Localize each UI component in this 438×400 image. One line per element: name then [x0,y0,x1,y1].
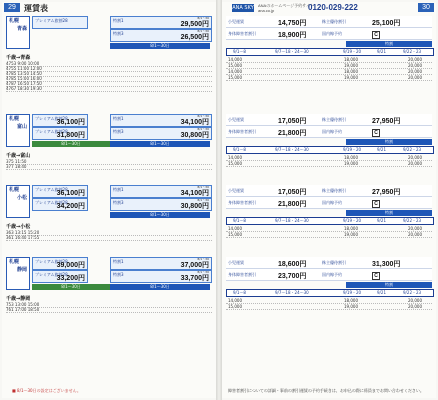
fare-name: 特割1 [113,18,124,23]
fare-box [110,185,212,198]
fare-dates: 8/1〜30 [197,114,209,118]
fare-box [32,198,88,211]
fare-row [226,269,432,281]
fare-price: 27,950円 [372,189,401,196]
route-from: 札幌 [9,259,20,265]
table-title: 千歳→富山 [6,153,31,159]
footnote: 障害者割引についての詳細・事前の割引運賃の予約手続きは、お申込の際に係員までお問い合わせください。 [228,388,424,393]
fare-name: 身体障害者割引 [228,31,256,36]
fare-name: プレミアム旅割28 [35,129,68,134]
fare-price: 14,750円 [278,20,307,27]
table-row: 361 16:40 17:55 [6,235,212,241]
table-row: 4787 16:50 17:50 [6,81,212,87]
table-row: 363 13:15 15:20 [6,230,212,236]
fare-name: 株主優待割引 [322,117,346,122]
table-row: 15,000 19,000 20,000 [226,304,432,310]
route-from: 札幌 [9,187,20,193]
fare-note: 国内線予約 [322,200,342,205]
route-section [6,257,212,324]
date-bar: 8/1〜30日 [110,212,210,218]
fare-price: 18,900円 [278,32,307,39]
table-row: 4767 18:30 19:30 [6,86,212,92]
table-row: 15,000 19,000 20,000 [226,161,432,167]
fare-price: 33,200円 [56,275,85,282]
table-title: 千歳→小松 [6,224,31,230]
fare-name: 特割3 [113,272,124,277]
fare-name: 株主優待割引 [322,188,346,193]
fare-name: プレミアム旅割28 [35,116,68,121]
table-row: 14,000 18,000 20,000 [226,226,432,232]
fare-name: 特割3 [113,129,124,134]
fare-price: 17,050円 [278,118,307,125]
fare-name: 特割1 [113,187,124,192]
route-label [6,114,30,147]
fare-dates: 8/1〜30 [197,16,209,20]
date-header: 9/1〜8 9/7〜18・24〜30 9/19・20 9/21 9/22・23 [226,289,434,297]
page-number: 30 [418,3,434,12]
fare-price: 23,700円 [278,273,307,280]
fare-price: 33,700円 [180,275,209,282]
date-header: 9/1〜8 9/7〜18・24〜30 9/19・20 9/21 9/22・23 [226,217,434,225]
table-row: 15,000 19,000 20,000 [226,63,432,69]
fare-price: 21,800円 [278,201,307,208]
fare-row [226,16,432,28]
page-number: 29 [4,3,20,12]
route-to: 青森 [16,26,27,32]
fare-dates: 8/1〜30 [197,257,209,261]
fare-price: 18,600円 [278,261,307,268]
fare-box [110,29,212,42]
date-bar: 8/1〜30日 [32,141,110,147]
fare-name: 特割3 [113,200,124,205]
fare-row [226,185,432,197]
footnote: ■ 8/1〜30日の設定はございません。 [12,388,81,393]
fare-note: 国内線予約 [322,272,342,277]
route-section [6,185,212,252]
fare-name: 株主優待割引 [322,19,346,24]
fare-panel [226,114,432,181]
table-row: 14,000 18,000 20,000 [226,57,432,63]
fare-price: 37,000円 [180,262,209,269]
fare-box [32,185,88,198]
table-row: 4785 13:50 14:50 [6,71,212,77]
fare-panel [226,257,432,324]
fare-dates: 8/1〜30 [197,29,209,33]
fare-box [32,270,88,283]
table-row: 377 18:40 [6,164,212,170]
route-to: 富山 [16,124,27,130]
route-to: 静岡 [16,267,27,273]
table-row: 14,000 18,000 20,000 [226,69,432,75]
fare-price: 39,000円 [56,262,85,269]
fare-box [110,114,212,127]
fare-name: 小児運賃 [228,188,244,193]
route-from: 札幌 [9,18,20,24]
header-note: ANAのホームページ予約サイト [258,3,314,8]
fare-price: 30,800円 [180,132,209,139]
fare-row [226,126,432,138]
date-bar: 8/1〜30日 [110,141,210,147]
route-label [6,257,30,290]
brand-logo: ANA SKY [232,5,254,11]
fare-box [110,270,212,283]
fare-name: 特割1 [113,259,124,264]
date-bar: 8/1〜30日 [32,284,110,290]
right-page [222,2,436,398]
table-row: 15,000 19,000 20,000 [226,75,432,81]
route-section [6,114,212,181]
fare-bar: 特割 [346,282,432,288]
fare-box [32,114,88,127]
route-label [6,16,30,49]
fare-dates: 8/1〜30 [197,185,209,189]
fare-price: 31,300円 [372,261,401,268]
fare-box [110,257,212,270]
fare-name: プレミアム旅割28 [35,272,68,277]
c-mark-icon: C [372,31,380,39]
fare-name: 特割1 [113,116,124,121]
table-row: 4753 9:00 10:00 [6,61,212,67]
date-bar: 8/1〜30日 [110,284,210,290]
fare-price: 31,800円 [56,132,85,139]
fare-price: 26,500円 [180,34,209,41]
fare-box [110,16,212,29]
fare-price: 27,950円 [372,118,401,125]
fare-price: 36,100円 [56,190,85,197]
fare-note: 国内線予約 [322,31,342,36]
table-title: 千歳→青森 [6,55,31,61]
fare-price: 30,800円 [180,203,209,210]
phone-number: 0120-029-222 [308,3,358,12]
table-row: 14,000 18,000 20,000 [226,155,432,161]
fare-bar: 特割 [346,139,432,145]
fare-price: 34,100円 [180,119,209,126]
fare-price: 34,100円 [180,190,209,197]
fare-price: 34,200円 [56,203,85,210]
fare-row [226,257,432,269]
fare-row [226,197,432,209]
fare-row [226,28,432,40]
fare-panel [226,16,432,83]
fare-dates: 8/1〜30 [197,270,209,274]
table-title: 千歳→静岡 [6,296,31,302]
fare-price: 25,100円 [372,20,401,27]
fare-box [32,16,88,29]
fare-price: 17,050円 [278,189,307,196]
fare-price: 36,100円 [56,119,85,126]
fare-box [32,127,88,140]
route-section [6,16,212,91]
fare-box [110,198,212,211]
fare-name: 特割3 [113,31,124,36]
table-row: 15,000 19,000 20,000 [226,232,432,238]
fare-name: 身体障害者割引 [228,272,256,277]
fare-name: プレミアム旅割28 [35,200,68,205]
fare-box [32,257,88,270]
fare-panel [226,185,432,252]
fare-name: 小児運賃 [228,19,244,24]
c-mark-icon: C [372,272,380,280]
fare-name: 身体障害者割引 [228,129,256,134]
fare-name: プレミアム旅割28 [35,187,68,192]
date-header: 9/1〜8 9/7〜18・24〜30 9/19・20 9/21 9/22・23 [226,146,434,154]
fare-box [110,127,212,140]
fare-note: 国内線予約 [322,129,342,134]
fare-bar: 特割 [346,210,432,216]
table-row: 4785 15:00 16:00 [6,76,212,82]
table-row: 753 13:00 15:00 [6,302,212,308]
table-row: 761 17:00 18:50 [6,307,212,313]
date-header: 9/1〜8 9/7〜18・24〜30 9/19・20 9/21 9/22・23 [226,48,434,56]
route-label [6,185,30,218]
c-mark-icon: C [372,129,380,137]
fare-bar: 特割 [346,41,432,47]
fare-name: プレミアム旅割28 [35,18,68,23]
fare-name: 身体障害者割引 [228,200,256,205]
table-row: 14,000 18,000 20,000 [226,298,432,304]
table-row: 375 11:50 [6,159,212,165]
table-row: 4755 11:00 12:00 [6,66,212,72]
fare-name: 株主優待割引 [322,260,346,265]
fare-row [226,114,432,126]
left-page [2,2,216,398]
fare-name: 小児運賃 [228,260,244,265]
route-from: 札幌 [9,116,20,122]
date-bar: 8/1〜30日 [110,43,210,49]
fare-dates: 8/1〜30 [197,127,209,131]
page-title: 運賃表 [24,4,48,13]
site-url[interactable]: ana.co.jp [258,8,275,13]
c-mark-icon: C [372,200,380,208]
fare-dates: 8/1〜30 [197,198,209,202]
fare-name: 小児運賃 [228,117,244,122]
fare-price: 29,500円 [180,21,209,28]
route-to: 小松 [16,195,27,201]
fare-price: 21,800円 [278,130,307,137]
fare-name: プレミアム旅割28 [35,259,68,264]
